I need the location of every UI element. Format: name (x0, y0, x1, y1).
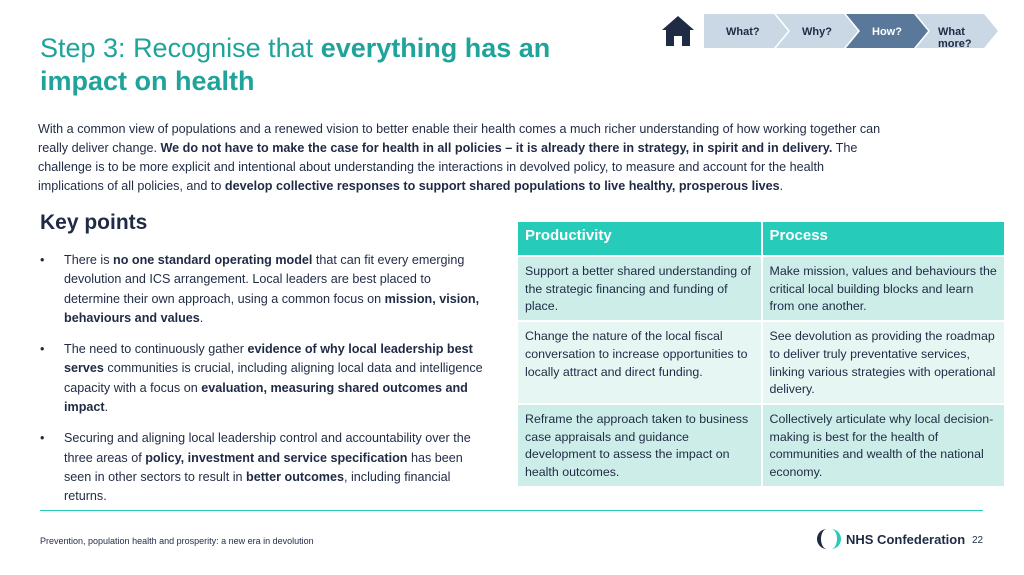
key-point-text: Securing and aligning local leadership control and accountability over the three areas of (64, 431, 471, 465)
table-cell: Support a better shared understanding of the strategic financing and funding of place. (518, 256, 762, 321)
title-part2: everything has an impact on health (40, 33, 551, 96)
key-point-bold: better outcomes (246, 469, 344, 484)
table-cell: Reframe the approach taken to business case appraisals and guidance development to assess the impact on health outcomes. (518, 404, 762, 486)
footer-divider (40, 510, 983, 511)
intro-bold-2: develop collective responses to support shared populations to live healthy, prosperous lives (224, 179, 780, 193)
key-point-text: that can fit every emerging devolution and ICS arrangement. Local leaders are best placed to determine their own approach, using a common focus on (64, 253, 465, 306)
key-point-bold: mission, vision, behaviours and values (64, 291, 480, 325)
key-point-bold: policy, investment and service specification (145, 450, 408, 465)
intro-paragraph (38, 120, 888, 196)
key-point-text: . (104, 400, 109, 415)
page-number: 22 (972, 535, 984, 546)
nhs-confederation-logo-icon (816, 528, 846, 550)
intro-text-3: . (779, 179, 784, 193)
key-point-text: communities is crucial, including aligning local data and intelligence capacity with a focus on (64, 361, 483, 395)
table-cell: Make mission, values and behaviours the critical local building blocks and learn from one another. (762, 256, 1006, 321)
key-point-item (40, 340, 485, 417)
key-point-text: . (199, 310, 204, 325)
table-row (518, 256, 1005, 321)
key-points-list (40, 251, 485, 519)
bullet-marker: • (40, 342, 45, 357)
footer-text: Prevention, population health and prosperity: a new era in devolution (40, 536, 314, 546)
table-cell: See devolution as providing the roadmap to deliver truly preventative services, linking various strategies with operational delivery. (762, 321, 1006, 404)
key-point-item (40, 251, 485, 328)
key-point-bold: no one standard operating model (113, 253, 313, 267)
page-title (40, 32, 600, 98)
title-part1: Step 3: Recognise that (40, 33, 321, 63)
key-point-item (40, 429, 485, 506)
intro-text-2: The challenge is to be more explicit and intentional about understanding the interactions in devolved policy, to measure and account for the health implications of all policies, and to (38, 141, 858, 193)
key-point-text: The need to continuously gather (64, 342, 248, 357)
table-cell: Change the nature of the local fiscal conversation to increase opportunities to locally attract and direct funding. (518, 321, 762, 404)
bullet-marker: • (40, 253, 45, 267)
home-icon[interactable] (660, 14, 696, 48)
key-point-bold: evaluation, measuring shared outcomes and impact (64, 380, 468, 415)
key-points-heading: Key points (40, 211, 148, 234)
logo-text: NHS Confederation (846, 532, 966, 547)
table-row (518, 404, 1005, 486)
bullet-marker: • (40, 431, 45, 446)
step-navigation: What? Why? How? What more? (660, 14, 1000, 48)
key-point-text: There is (64, 253, 113, 267)
key-point-bold: evidence of why local leadership best serves (64, 342, 473, 376)
intro-bold-1: We do not have to make the case for health in all policies – it is already there in strategy, in spirit and in delivery. (160, 141, 833, 155)
key-point-text: , including financial returns. (64, 469, 451, 504)
table-header-row (518, 222, 1005, 256)
key-point-text: has been seen in other sectors to result in (64, 450, 463, 484)
header-productivity: Productivity (518, 222, 762, 256)
productivity-process-table (518, 222, 1006, 486)
table-row (518, 321, 1005, 404)
nav-step-what-more[interactable]: What more? (938, 26, 972, 51)
header-process: Process (762, 222, 1006, 256)
intro-text-1: With a common view of populations and a renewed vision to better enable their health comes a much richer understanding of how working together can really deliver change. (38, 122, 881, 155)
table-cell: Collectively articulate why local decision-making is best for the health of communities and wealth of the national economy. (762, 404, 1006, 486)
